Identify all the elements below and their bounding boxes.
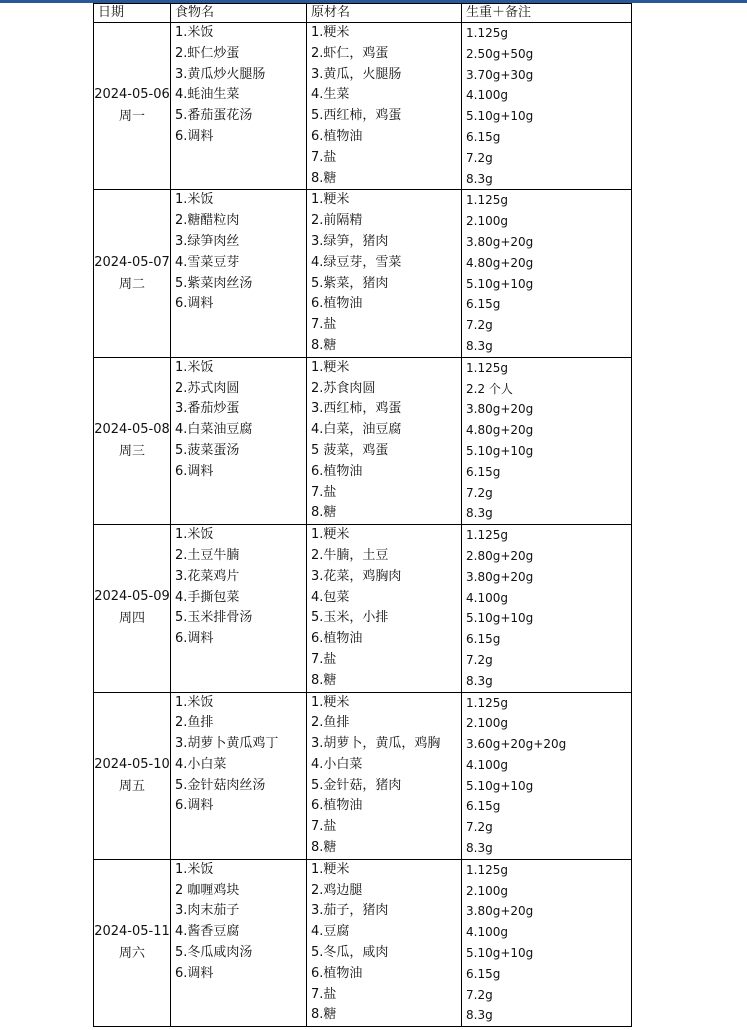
weight-item: 6.15g [466, 966, 501, 981]
weight-item: 2.100g [466, 883, 508, 898]
dish-cell [171, 859, 307, 1026]
ingredient-item: 5.冬瓜，咸肉 [311, 945, 389, 961]
day-row [94, 525, 632, 692]
ingredient-item: 2.虾仁，鸡蛋 [311, 45, 389, 61]
ingredient-cell [307, 23, 462, 190]
dish-item: 6.调料 [175, 965, 214, 981]
date-cell [94, 23, 171, 190]
dish-item: 6.调料 [175, 463, 214, 479]
dish-item: 1.米饭 [175, 359, 214, 375]
date-text: 2024-05-06 [94, 87, 170, 103]
ingredient-item: 3.黄瓜，火腿肠 [311, 66, 402, 82]
dish-item: 3.绿笋肉丝 [175, 233, 240, 249]
ingredient-item: 8.糖 [311, 672, 337, 688]
dish-item: 4.蚝油生菜 [175, 87, 240, 103]
weight-item: 1.125g [466, 360, 508, 375]
weight-item: 8.3g [466, 171, 493, 186]
ingredient-item: 8.糖 [311, 170, 337, 186]
ingredient-item: 8.糖 [311, 1007, 337, 1023]
header-ingredient: 原材名 [307, 4, 462, 23]
ingredient-item: 7.盐 [311, 651, 337, 667]
ingredient-item: 2.鱼排 [311, 715, 350, 731]
ingredient-item: 4.豆腐 [311, 924, 350, 940]
ingredient-item: 2.前隔精 [311, 213, 363, 229]
weight-item: 6.15g [466, 129, 501, 144]
ingredient-item: 5.紫菜，猪肉 [311, 275, 389, 291]
weight-item: 3.70g+30g [466, 67, 534, 82]
day-row [94, 357, 632, 524]
weight-item: 8.3g [466, 841, 493, 856]
date-text: 2024-05-09 [94, 589, 170, 605]
dish-item: 3.花菜鸡片 [175, 568, 240, 584]
dish-item: 2.鱼排 [175, 715, 214, 731]
dish-item: 5.菠菜蛋汤 [175, 442, 240, 458]
weight-item: 4.100g [466, 590, 508, 605]
dish-cell [171, 692, 307, 859]
weight-item: 4.80g+20g [466, 255, 534, 270]
date-cell [94, 692, 171, 859]
weight-item: 1.125g [466, 193, 508, 208]
date-cell [94, 859, 171, 1026]
ingredient-item: 3.花菜，鸡胸肉 [311, 568, 402, 584]
ingredient-item: 5.玉米，小排 [311, 610, 389, 626]
dish-item: 1.米饭 [175, 694, 214, 710]
dish-item: 6.调料 [175, 128, 214, 144]
date-cell [94, 190, 171, 357]
weight-item: 3.80g+20g [466, 402, 534, 417]
weight-item: 7.2g [466, 150, 493, 165]
weight-item: 6.15g [466, 464, 501, 479]
weight-item: 4.100g [466, 757, 508, 772]
ingredient-item: 3.西红柿，鸡蛋 [311, 401, 402, 417]
ingredient-item: 6.植物油 [311, 128, 363, 144]
dish-item: 3.番茄炒蛋 [175, 401, 240, 417]
ingredient-item: 2.苏食肉圆 [311, 380, 376, 396]
weekday-text: 周六 [118, 946, 145, 962]
dish-item: 5.冬瓜咸肉汤 [175, 945, 253, 961]
weekday-text: 周五 [118, 778, 145, 794]
dish-item: 4.白菜油豆腐 [175, 422, 253, 438]
dish-cell [171, 23, 307, 190]
ingredient-item: 6.植物油 [311, 965, 363, 981]
weight-cell [462, 190, 632, 357]
weight-item: 3.80g+20g [466, 904, 534, 919]
weight-item: 1.125g [466, 862, 508, 877]
dish-item: 2.苏式肉圆 [175, 380, 240, 396]
weight-item: 1.125g [466, 26, 508, 40]
weight-item: 5.10g+10g [466, 946, 534, 961]
weight-item: 7.2g [466, 318, 493, 333]
ingredient-item: 8.糖 [311, 840, 337, 856]
header-row [94, 4, 632, 23]
ingredient-item: 6.植物油 [311, 296, 363, 312]
weight-item: 7.2g [466, 652, 493, 667]
day-row [94, 859, 632, 1026]
date-text: 2024-05-10 [94, 756, 170, 772]
weekday-text: 周一 [118, 109, 145, 125]
weight-item: 5.10g+10g [466, 778, 534, 793]
ingredient-item: 6.植物油 [311, 631, 363, 647]
weight-cell [462, 692, 632, 859]
date-text: 2024-05-07 [94, 254, 170, 270]
weight-item: 8.3g [466, 506, 493, 521]
ingredient-item: 4.绿豆芽，雪菜 [311, 254, 402, 270]
dish-item: 1.米饭 [175, 192, 214, 208]
dish-item: 4.酱香豆腐 [175, 924, 240, 940]
weight-item: 7.2g [466, 485, 493, 500]
ingredient-item: 3.茄子，猪肉 [311, 903, 389, 919]
ingredient-item: 1.粳米 [311, 25, 350, 40]
dish-item: 2.糖醋粒肉 [175, 213, 240, 229]
dish-item: 5.番茄蛋花汤 [175, 108, 253, 124]
dish-item: 2 咖喱鸡块 [175, 882, 240, 898]
weight-item: 4.100g [466, 88, 508, 103]
weight-item: 7.2g [466, 820, 493, 835]
ingredient-item: 1.粳米 [311, 861, 350, 877]
dish-item: 6.调料 [175, 631, 214, 647]
ingredient-cell [307, 859, 462, 1026]
ingredient-cell [307, 357, 462, 524]
menu-body [94, 23, 632, 1027]
dish-cell [171, 525, 307, 692]
ingredient-item: 1.粳米 [311, 192, 350, 208]
weight-item: 3.60g+20g+20g [466, 737, 567, 752]
dish-item: 5.玉米排骨汤 [175, 610, 253, 626]
dish-item: 6.调料 [175, 798, 214, 814]
header-date: 日期 [94, 4, 171, 23]
weight-item: 8.3g [466, 673, 493, 688]
dish-item: 6.调料 [175, 296, 214, 312]
dish-item: 2.土豆牛腩 [175, 547, 240, 563]
day-row [94, 692, 632, 859]
dish-item: 3.胡萝卜黄瓜鸡丁 [175, 736, 279, 752]
weight-cell [462, 23, 632, 190]
weight-item: 2.80g+20g [466, 548, 534, 563]
ingredient-cell [307, 525, 462, 692]
ingredient-item: 2.鸡边腿 [311, 882, 363, 898]
weight-item: 2.100g [466, 214, 508, 229]
ingredient-item: 4.包菜 [311, 589, 350, 605]
weight-item: 6.15g [466, 632, 501, 647]
ingredient-item: 5.金针菇，猪肉 [311, 777, 402, 793]
weight-item: 4.100g [466, 925, 508, 940]
date-text: 2024-05-08 [94, 421, 170, 437]
ingredient-item: 6.植物油 [311, 463, 363, 479]
weight-item: 5.10g+10g [466, 276, 534, 291]
date-cell [94, 357, 171, 524]
dish-item: 3.肉末茄子 [175, 903, 240, 919]
ingredient-item: 1.粳米 [311, 359, 350, 375]
dish-item: 2.虾仁炒蛋 [175, 45, 240, 61]
weight-item: 1.125g [466, 695, 508, 710]
ingredient-item: 3.绿笋，猪肉 [311, 233, 389, 249]
weight-cell [462, 525, 632, 692]
ingredient-item: 6.植物油 [311, 798, 363, 814]
dish-item: 5.紫菜肉丝汤 [175, 275, 253, 291]
weight-item: 2.2 个人 [466, 381, 513, 396]
weight-item: 8.3g [466, 338, 493, 353]
weight-item: 3.80g+20g [466, 234, 534, 249]
ingredient-cell [307, 190, 462, 357]
weight-item: 2.50g+50g [466, 46, 534, 61]
ingredient-item: 3.胡萝卜，黄瓜，鸡胸 [311, 736, 441, 752]
ingredient-item: 7.盐 [311, 149, 337, 165]
ingredient-item: 5.西红柿，鸡蛋 [311, 108, 402, 124]
ingredient-item: 4.小白菜 [311, 756, 363, 772]
weight-item: 7.2g [466, 987, 493, 1002]
ingredient-item: 4.生菜 [311, 87, 350, 103]
weight-item: 5.10g+10g [466, 109, 534, 124]
dish-item: 4.手撕包菜 [175, 589, 240, 605]
ingredient-item: 7.盐 [311, 484, 337, 500]
weekday-text: 周三 [118, 443, 145, 459]
dish-item: 1.米饭 [175, 25, 214, 40]
weight-item: 6.15g [466, 297, 501, 312]
day-row [94, 190, 632, 357]
weight-item: 4.80g+20g [466, 423, 534, 438]
ingredient-item: 1.粳米 [311, 694, 350, 710]
date-text: 2024-05-11 [94, 924, 170, 940]
weight-item: 2.100g [466, 716, 508, 731]
ingredient-item: 7.盐 [311, 317, 337, 333]
ingredient-item: 4.白菜，油豆腐 [311, 422, 402, 438]
dish-item: 5.金针菇肉丝汤 [175, 777, 266, 793]
header-weight: 生重＋备注 [462, 4, 632, 23]
header-dish: 食物名 [171, 4, 307, 23]
day-row [94, 23, 632, 190]
weight-cell [462, 357, 632, 524]
date-cell [94, 525, 171, 692]
weight-item: 3.80g+20g [466, 569, 534, 584]
dish-item: 1.米饭 [175, 861, 214, 877]
ingredient-item: 8.糖 [311, 337, 337, 353]
dish-item: 1.米饭 [175, 527, 214, 543]
weight-item: 5.10g+10g [466, 611, 534, 626]
weekday-text: 周二 [118, 276, 145, 292]
dish-item: 4.小白菜 [175, 756, 227, 772]
weight-item: 1.125g [466, 528, 508, 543]
ingredient-item: 1.粳米 [311, 527, 350, 543]
weekly-menu-table [93, 3, 632, 1027]
weekday-text: 周四 [118, 611, 145, 627]
ingredient-item: 5 菠菜，鸡蛋 [311, 442, 389, 458]
dish-cell [171, 190, 307, 357]
dish-item: 4.雪菜豆芽 [175, 254, 240, 270]
ingredient-item: 7.盐 [311, 986, 337, 1002]
weight-cell [462, 859, 632, 1026]
weight-item: 8.3g [466, 1008, 493, 1023]
ingredient-cell [307, 692, 462, 859]
weight-item: 5.10g+10g [466, 443, 534, 458]
ingredient-item: 2.牛腩，土豆 [311, 547, 389, 563]
dish-item: 3.黄瓜炒火腿肠 [175, 66, 266, 82]
weight-item: 6.15g [466, 799, 501, 814]
ingredient-item: 8.糖 [311, 505, 337, 521]
ingredient-item: 7.盐 [311, 819, 337, 835]
dish-cell [171, 357, 307, 524]
